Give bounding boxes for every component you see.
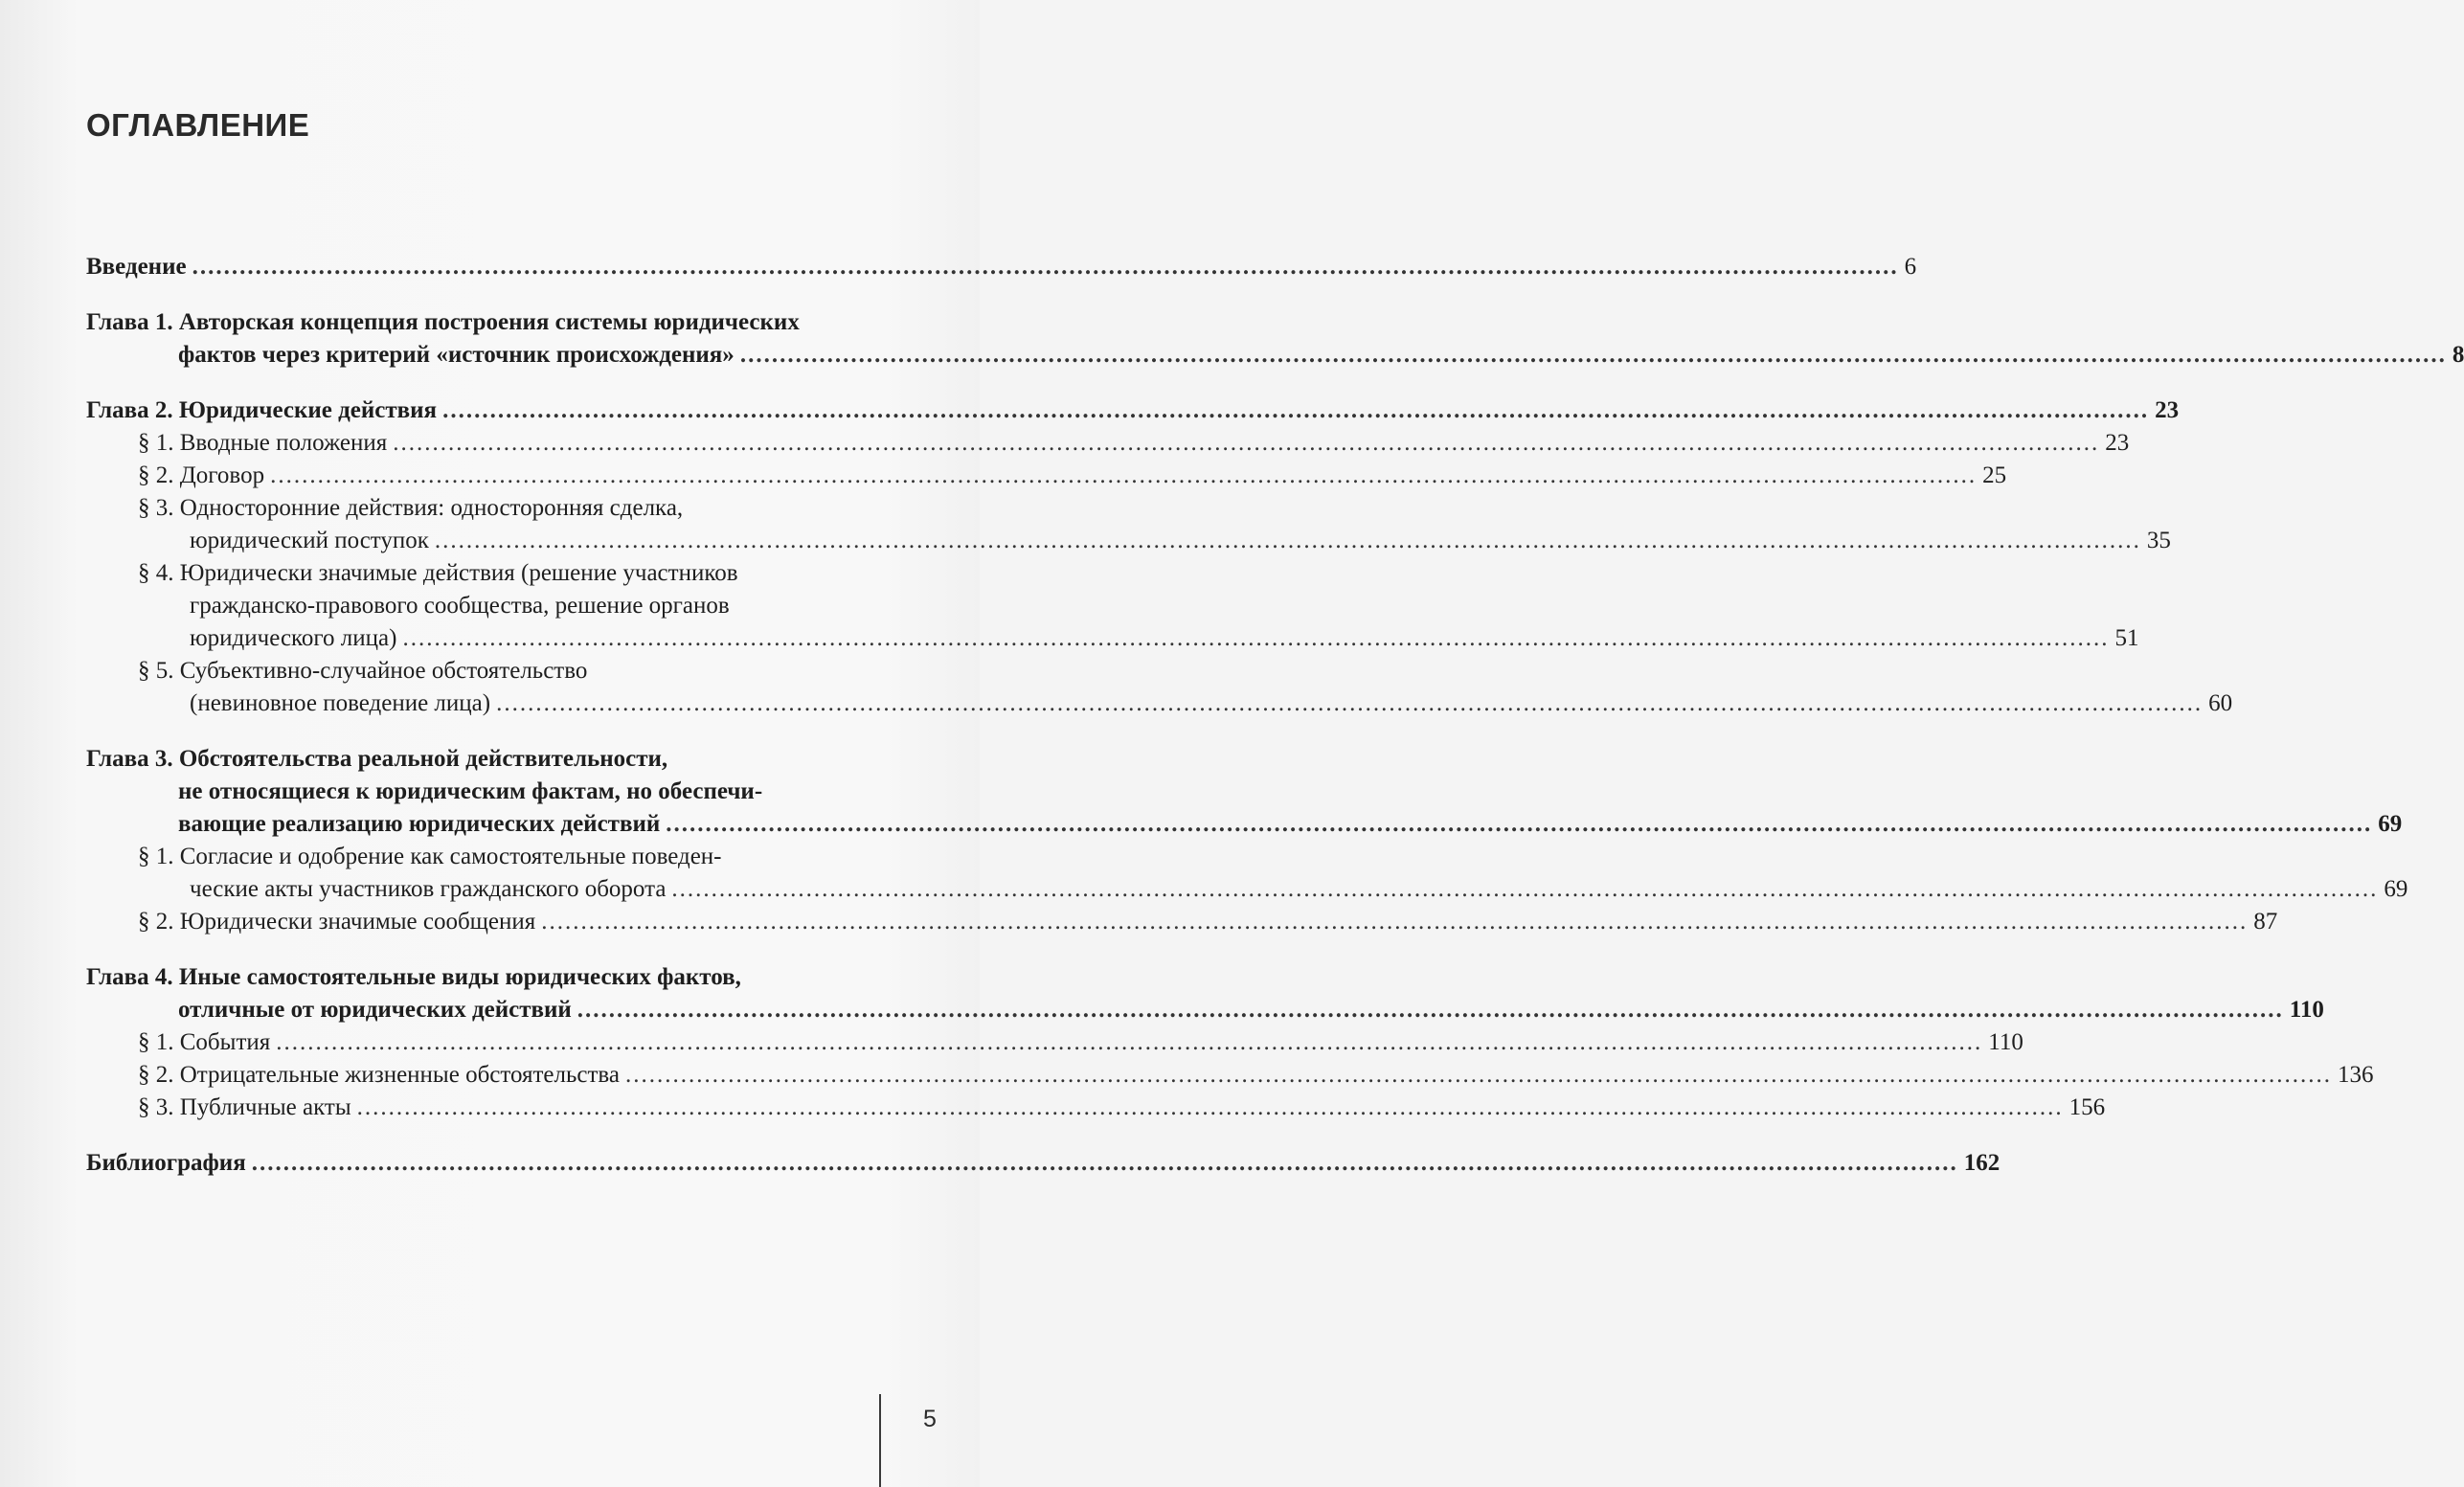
toc-chapter-title: Глава 1. Авторская концепция построения системы юридических xyxy=(86,309,800,335)
toc-entry-section xyxy=(86,687,2233,720)
toc-section-label-cont: (невиновное поведение лица) xyxy=(190,690,491,716)
toc-section-label-cont: гражданско-правового сообщества, решение органов xyxy=(190,593,730,619)
table-of-contents xyxy=(86,251,2464,1180)
toc-section-label: § 4. Юридически значимые действия (решение участников xyxy=(138,560,738,586)
toc-entry-bibliography xyxy=(86,1147,2001,1180)
toc-section-label: § 3. Публичные акты xyxy=(138,1094,351,1120)
toc-entry-intro xyxy=(86,251,1917,283)
dot-leader xyxy=(393,427,2099,460)
dot-leader xyxy=(671,873,2378,906)
toc-page-number: 35 xyxy=(2146,528,2171,553)
toc-section-label-cont: юридический поступок xyxy=(190,528,429,553)
dot-leader xyxy=(402,622,2109,655)
dot-leader xyxy=(252,1147,1958,1180)
toc-page-number: 23 xyxy=(2155,397,2180,423)
toc-chapter-2 xyxy=(86,394,2233,720)
toc-entry-section xyxy=(86,1026,2023,1059)
toc-chapter-4 xyxy=(86,961,2374,1124)
toc-page-number: 136 xyxy=(2338,1062,2374,1088)
toc-section-label: § 1. Согласие и одобрение как самостоятельные поведен- xyxy=(138,844,722,869)
toc-chapter-title: Глава 4. Иные самостоятельные виды юридических фактов, xyxy=(86,964,741,990)
toc-entry-section xyxy=(86,1059,2374,1092)
page-title: ОГЛАВЛЕНИЕ xyxy=(86,107,310,143)
dot-leader xyxy=(442,394,2149,427)
toc-entry-chapter-3 xyxy=(86,808,2403,841)
toc-entry-chapter-2 xyxy=(86,394,2180,427)
toc-section-label-cont: юридического лица) xyxy=(190,625,397,651)
toc-section-label: § 2. Договор xyxy=(138,462,265,488)
toc-chapter-1 xyxy=(86,306,2464,372)
toc-section-label: § 5. Субъективно-случайное обстоятельство xyxy=(138,658,588,684)
toc-chapter-title-cont: не относящиеся к юридическим фактам, но обеспечи- xyxy=(178,778,763,804)
toc-entry-chapter-1 xyxy=(86,339,2464,372)
toc-page-number: 69 xyxy=(2384,876,2408,902)
toc-entry-section xyxy=(86,1092,2106,1124)
toc-chapter-title: Глава 3. Обстоятельства реальной действительности, xyxy=(86,746,668,772)
dot-leader xyxy=(666,808,2372,841)
dot-leader xyxy=(357,1092,2064,1124)
toc-chapter-title-cont: вающие реализацию юридических действий xyxy=(178,811,661,837)
toc-entry-chapter-4 xyxy=(86,994,2324,1026)
toc-page-number: 87 xyxy=(2253,909,2278,935)
toc-page-number: 156 xyxy=(2068,1094,2106,1120)
toc-page-number: 25 xyxy=(1982,462,2007,488)
toc-entry-section xyxy=(86,873,2408,906)
page-number: 5 xyxy=(923,1406,937,1432)
dot-leader xyxy=(625,1059,2332,1092)
dot-leader xyxy=(541,906,2248,938)
dot-leader xyxy=(192,251,1899,283)
toc-page-number: 8 xyxy=(2452,342,2464,368)
toc-page-number: 51 xyxy=(2114,625,2139,651)
toc-page-number: 6 xyxy=(1904,254,1917,280)
toc-page-number: 69 xyxy=(2378,811,2403,837)
dot-leader xyxy=(270,460,1977,492)
dot-leader xyxy=(496,687,2203,720)
toc-page-number: 110 xyxy=(1988,1029,2023,1055)
toc-page-number: 60 xyxy=(2208,690,2233,716)
toc-section-label: § 1. События xyxy=(138,1029,271,1055)
dot-leader xyxy=(276,1026,1982,1059)
toc-entry-section xyxy=(86,906,2278,938)
toc-page-number: 23 xyxy=(2105,430,2130,456)
dot-leader xyxy=(740,339,2447,372)
toc-section-label: § 2. Отрицательные жизненные обстоятельства xyxy=(138,1062,620,1088)
toc-entry-section xyxy=(86,622,2139,655)
dot-leader xyxy=(435,525,2141,557)
toc-chapter-title-cont: отличные от юридических действий xyxy=(178,997,572,1023)
footer-divider xyxy=(879,1394,881,1487)
toc-entry-section xyxy=(86,525,2171,557)
toc-entry-label: Введение xyxy=(86,254,187,280)
toc-section-label: § 1. Вводные положения xyxy=(138,430,388,456)
toc-section-label: § 2. Юридически значимые сообщения xyxy=(138,909,536,935)
dot-leader xyxy=(577,994,2284,1026)
toc-page-number: 110 xyxy=(2289,997,2324,1023)
toc-chapter-title-cont: фактов через критерий «источник происхождения» xyxy=(178,342,735,368)
toc-section-label-cont: ческие акты участников гражданского оборота xyxy=(190,876,667,902)
toc-chapter-3 xyxy=(86,743,2408,938)
toc-entry-label: Библиография xyxy=(86,1150,246,1176)
toc-page-number: 162 xyxy=(1963,1150,2001,1176)
toc-entry-section xyxy=(86,460,2007,492)
toc-entry-section xyxy=(86,427,2130,460)
toc-chapter-title: Глава 2. Юридические действия xyxy=(86,397,438,423)
toc-section-label: § 3. Односторонние действия: односторонняя сделка, xyxy=(138,495,684,521)
